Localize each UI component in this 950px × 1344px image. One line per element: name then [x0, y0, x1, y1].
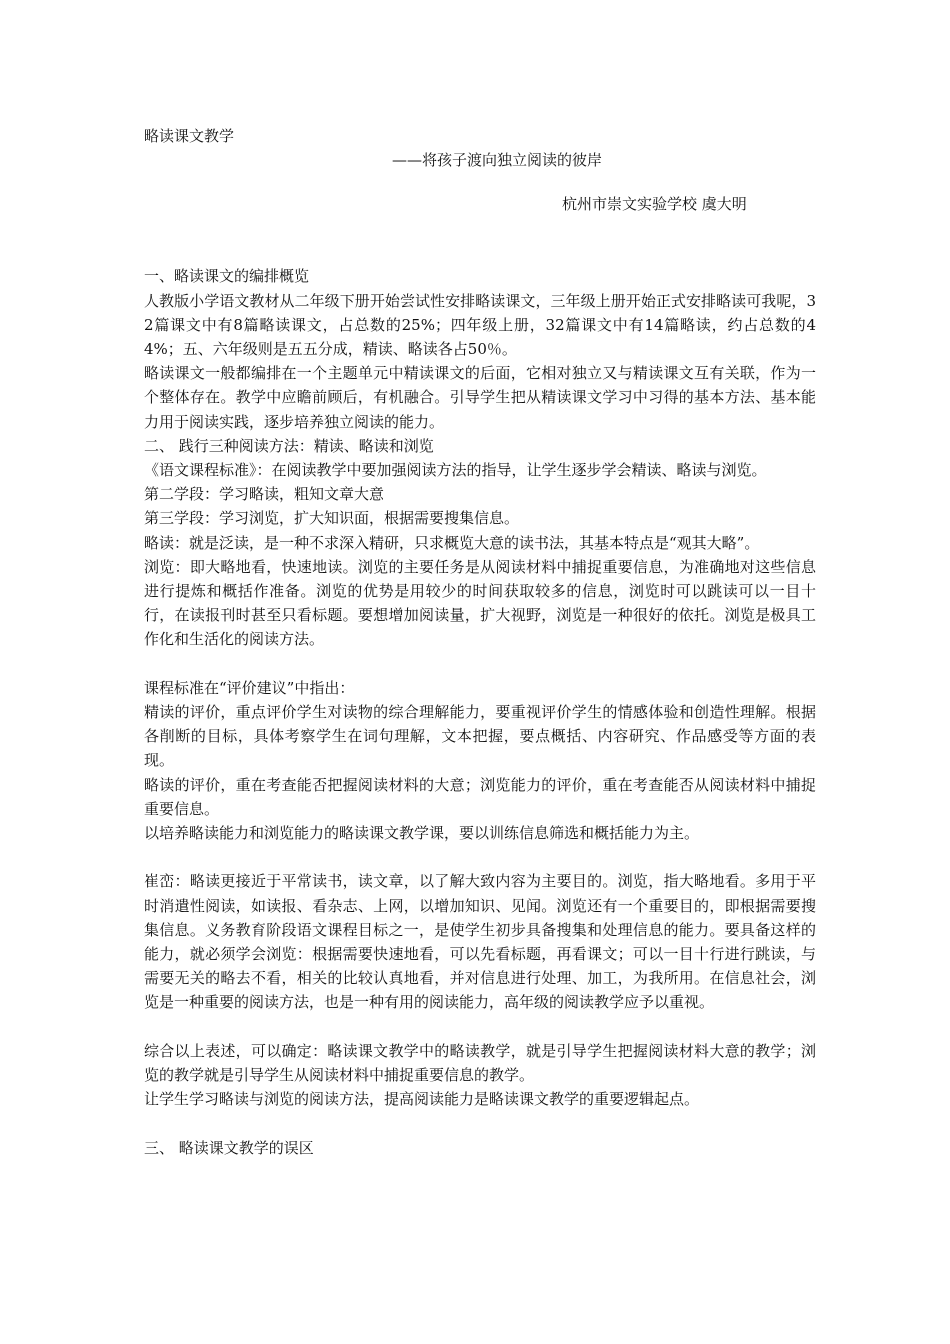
- blank-line: [144, 845, 816, 869]
- paragraph: 《语文课程标准》：在阅读教学中要加强阅读方法的指导，让学生逐步学会精读、略读与浏览。: [144, 461, 767, 480]
- blank-line: [144, 652, 816, 676]
- section-heading: 一、略读课文的编排概览: [144, 267, 310, 286]
- paragraph: 第二学段：学习略读，粗知文章大意: [144, 485, 385, 504]
- paragraph: 第三学段：学习浏览，扩大知识面，根据需要搜集信息。: [144, 509, 520, 528]
- paragraph: 综合以上表述，可以确定：略读课文教学中的略读教学，就是引导学生把握阅读材料大意的教学；浏览的教学就是引导学生从阅读材料中捕捉重要信息的教学。: [144, 1041, 816, 1085]
- paragraph: 精读的评价，重点评价学生对读物的综合理解能力，要重视评价学生的情感体验和创造性理解。根据各削断的目标，具体考察学生在词句理解，文本把握，要点概括、内容研究、作品感受等方面的表现。: [144, 703, 816, 770]
- paragraph: 课程标准在“评价建议”中指出：: [144, 678, 355, 697]
- paragraph: 浏览：即大略地看，快速地读。浏览的主要任务是从阅读材料中捕捉重要信息，为准确地对这些信息进行提炼和概括作准备。浏览的优势是用较少的时间获取较多的信息，浏览时可以跳读可以一目十行，在读报刊时甚至只看标题。要想增加阅读量，扩大视野，浏览是一种很好的依托。浏览是极具工作化和生活化的阅读方法。: [144, 557, 816, 649]
- section-heading: 三、 略读课文教学的误区: [144, 1138, 314, 1157]
- paragraph: 略读的评价，重在考查能否把握阅读材料的大意；浏览能力的评价，重在考查能否从阅读材料中捕捉重要信息。: [144, 775, 816, 818]
- paragraph: 略读：就是泛读，是一种不求深入精研，只求概览大意的读书法，其基本特点是“观其大略”。: [144, 533, 760, 552]
- blank-line: [144, 1015, 816, 1039]
- document-page: [144, 124, 816, 1160]
- spacer: [144, 216, 816, 264]
- document-subtitle: ——将孩子渡向独立阅读的彼岸: [392, 151, 603, 169]
- section-heading: 二、 践行三种阅读方法：精读、略读和浏览: [144, 436, 434, 455]
- paragraph: 让学生学习略读与浏览的阅读方法，提高阅读能力是略读课文教学的重要逻辑起点。: [144, 1090, 700, 1109]
- paragraph: 崔峦：略读更接近于平常读书，读文章，以了解大致内容为主要目的。浏览，指大略地看。多用于平时消遣性阅读，如读报、看杂志、上网，以增加知识、见闻。浏览还有一个重要目的，即根据需要搜集信息。义务教育阶段语文课程目标之一，是使学生初步具备搜集和处理信息的能力。要具备这样的能力，就必须学会浏览：根据需要快速地看，可以先看标题，再看课文；可以一目十行进行跳读，与需要无关的略去不看，相关的比较认真地看，并对信息进行处理、加工，为我所用。在信息社会，浏览是一种重要的阅读方法，也是一种有用的阅读能力，高年级的阅读教学应予以重视。: [144, 872, 816, 1012]
- document-title: 略读课文教学: [144, 127, 235, 145]
- document-author: 杭州市崇文实验学校 虞大明: [562, 195, 747, 214]
- blank-line: [144, 1111, 816, 1135]
- paragraph: 人教版小学语文教材从二年级下册开始尝试性安排略读课文，三年级上册开始正式安排略读可我呢，32篇课文中有8篇略读课文，占总数的25%；四年级上册，32篇课文中有14篇略读，约占总数的44%；五、六年级则是五五分成，精读、略读各占50％。: [144, 291, 816, 359]
- paragraph: 略读课文一般都编排在一个主题单元中精读课文的后面，它相对独立又与精读课文互有关联，作为一个整体存在。教学中应瞻前顾后，有机融合。引导学生把从精读课文学习中习得的基本方法、基本能力用于阅读实践，逐步培养独立阅读的能力。: [144, 364, 816, 431]
- paragraph: 以培养略读能力和浏览能力的略读课文教学课，要以训练信息筛选和概括能力为主。: [144, 824, 700, 843]
